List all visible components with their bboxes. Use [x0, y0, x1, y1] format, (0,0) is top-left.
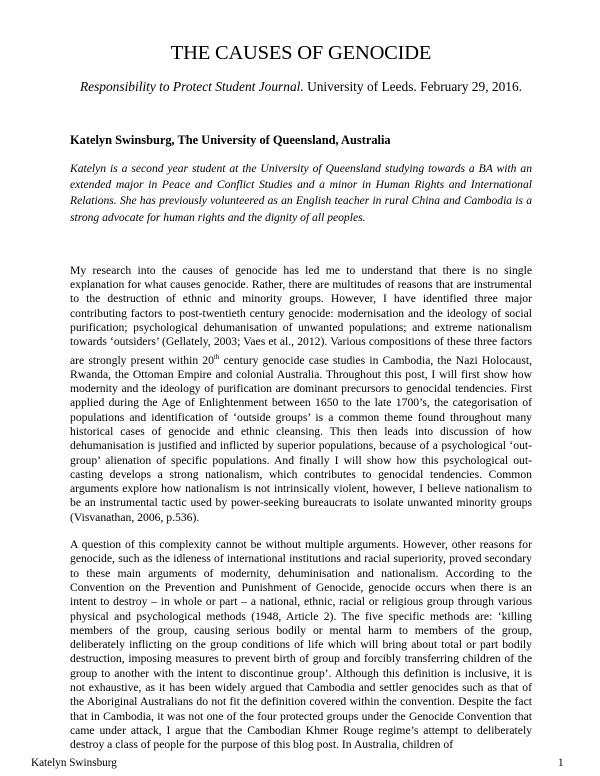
- author-bio: Katelyn is a second year student at the University of Queensland studying towards a BA with an extended major in Peace and Conflict Studies and a minor in Human Rights and International Relations. She has previously volunteered as an English teacher in rural China and Cambodia is a strong advocate for human rights and the dignity of all peoples.: [70, 162, 532, 224]
- publication-details: University of Leeds. February 29, 2016.: [303, 79, 523, 94]
- page-number: 1: [558, 757, 564, 769]
- document-title: THE CAUSES OF GENOCIDE: [170, 42, 432, 64]
- paragraph-1-part-b: century genocide case studies in Cambodia, the Nazi Holocaust, Rwanda, the Ottoman Empire and colonial Australia. Throughout this post, I will first show how modernity and the ideology of purification are dominant precursors to genocidal tendencies. First applied during the Age of Enlightenment between 1650 to the late 1700’s, the categorisation of populations and identification of ‘outside groups’ is a common theme found throughout many historical cases of genocide and ethnic cleansing. This then leads into discussion of how dehumanisation is justified and inflicted by superior populations, because of a psychological ‘out-group’ alienation of specific populations. And finally I will show how this psychological out-casting develops a strong nationalism, which contributes to genocidal tendencies. Common arguments explore how nationalism is not intrinsically violent, however, I believe nationalism to be an instrumental tactic used by power-seeking bureaucrats to isolate unwanted minority groups (Visvanathan, 2006, p.536).: [70, 353, 533, 524]
- superscript-th: th: [213, 352, 220, 361]
- author-affiliation: Katelyn Swinsburg, The University of Queensland, Australia: [70, 133, 391, 147]
- paragraph-1-part-a: My research into the causes of genocide has led me to understand that there is no single explanation for what causes genocide. Rather, there are multitudes of reasons that are instrumental to the destruction of ethnic and minority groups. However, I have identified three major contributing factors to post-twentieth century genocide: modernisation and the ideology of social purification; psychological dehumanisation of unwanted populations; and extreme nationalism towards ‘outsiders’ (Gellately, 2003; Vaes et al., 2012). Various compositions of these three factors are strongly present within 20: [70, 263, 532, 367]
- footer-author: Katelyn Swinsburg: [31, 757, 117, 769]
- body-paragraph-2: A question of this complexity cannot be without multiple arguments. However, other reasons for genocide, such as the idleness of international institutions and racial superiority, proved secondary to these main arguments of modernity, dehuminisation and nationalism. According to the Convention on the Prevention and Punishment of Genocide, genocide occurs when there is an intent to destroy – in whole or part – a national, ethnic, racial or religious group through various physical and psychological methods (1948, Article 2). The five specific methods are: ‘killing members of the group, causing serious bodily or mental harm to members of the group, deliberately inflicting on the group conditions of life which will bring about total or part bodily destruction, imposing measures to prevent birth of group and forcibly transferring children of the group to another with the intent to discontinue group’. Although this definition is inclusive, it is not exhaustive, as it has been widely argued that Cambodia and settler genocides such as that of the Aboriginal Australians do not fit the definition covered within the convention. Despite the fact that in Cambodia, it was not one of the four protected groups under the Genocide Convention that came under attack, I argue that the Cambodian Khmer Rouge regime’s attempt to deliberately destroy a class of people for the purpose of this blog post. In Australia, children of: [70, 538, 532, 752]
- publication-line: [70, 79, 532, 95]
- body-paragraph-1: [70, 264, 532, 525]
- journal-name: Responsibility to Protect Student Journal.: [79, 79, 304, 94]
